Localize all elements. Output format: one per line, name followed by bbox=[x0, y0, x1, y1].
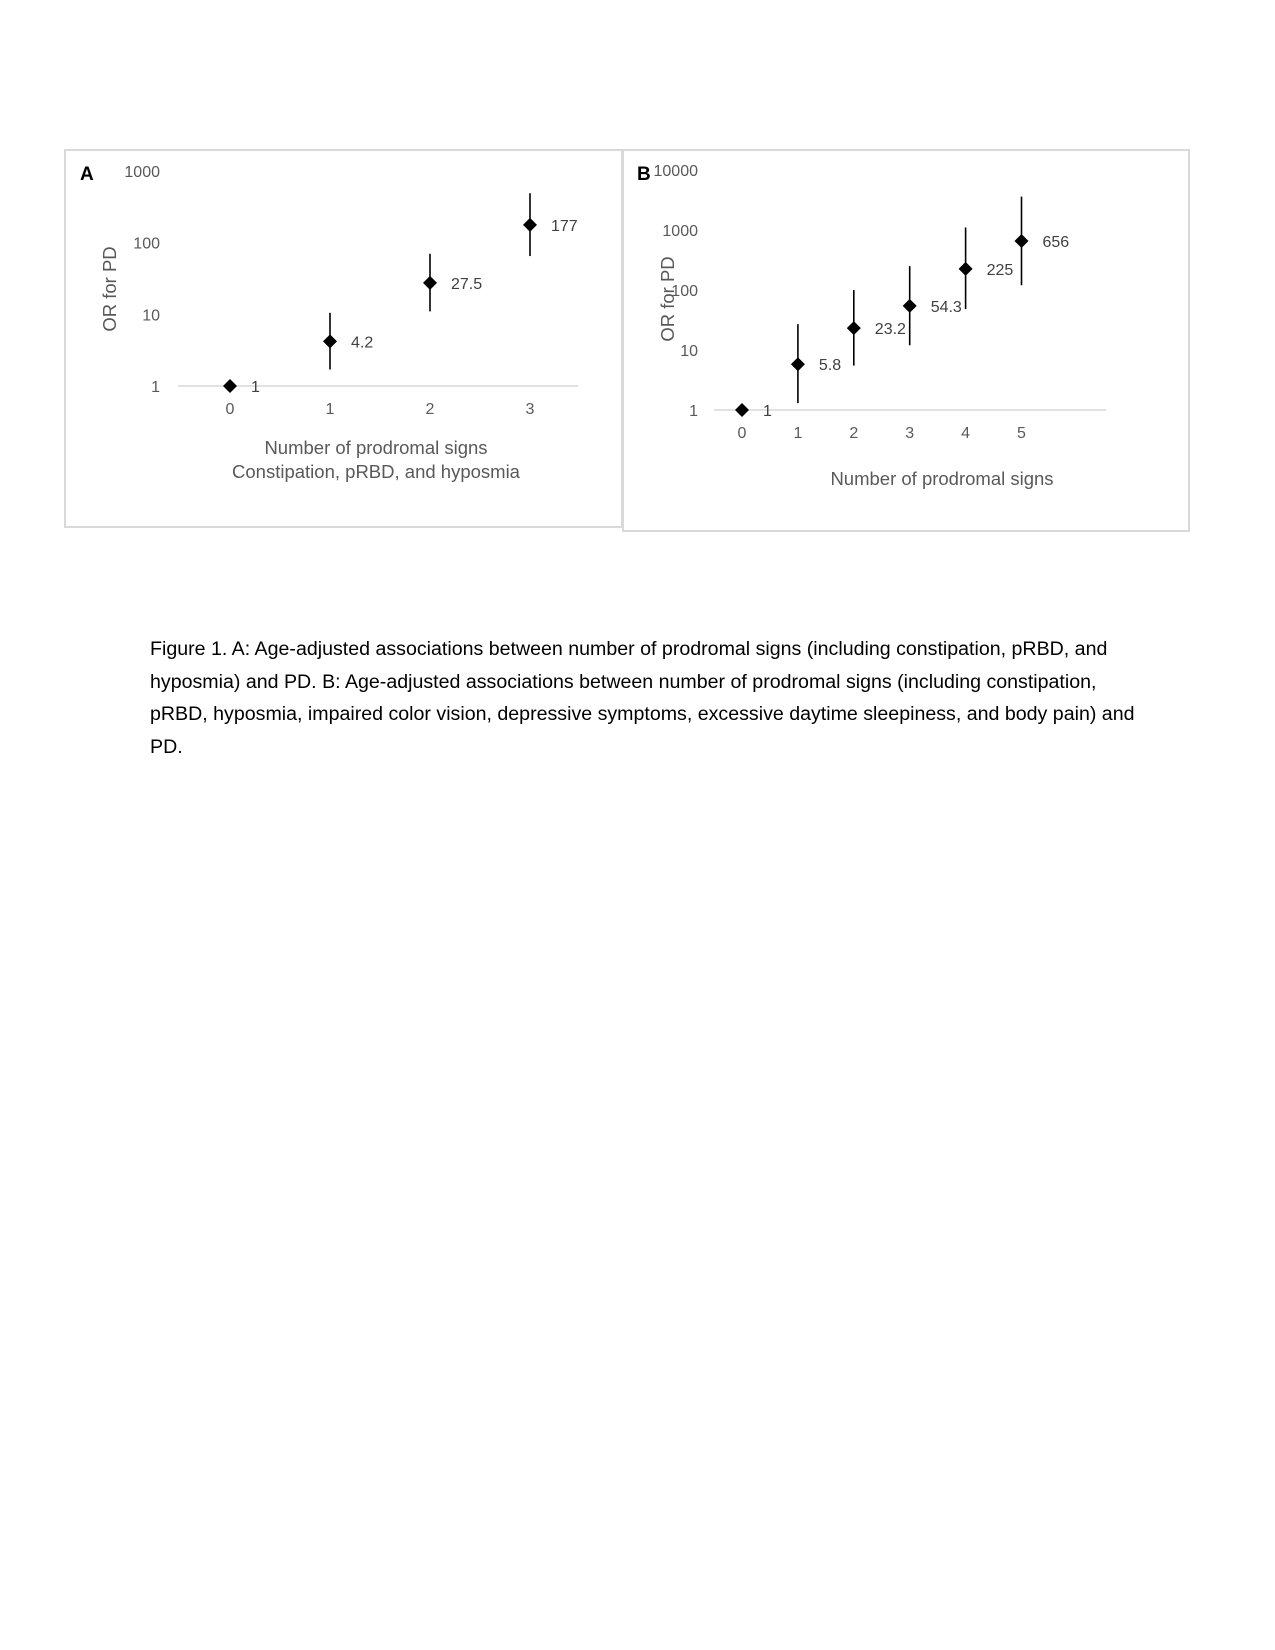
data-point-marker-b bbox=[735, 403, 749, 417]
y-tick-label-a: 10 bbox=[142, 307, 160, 325]
panel-letter-a: A bbox=[80, 164, 94, 185]
data-point-marker-a bbox=[423, 276, 437, 290]
panel-a-chart bbox=[64, 149, 623, 528]
data-label-a: 27.5 bbox=[451, 275, 483, 293]
x-tick-label-b: 3 bbox=[905, 425, 915, 442]
y-axis-title-a: OR for PD bbox=[99, 246, 120, 332]
y-tick-label-b: 1 bbox=[689, 403, 698, 420]
x-tick-label-b: 0 bbox=[737, 425, 747, 442]
x-axis-title-b: Number of prodromal signs bbox=[830, 468, 1054, 489]
data-point-marker-a bbox=[523, 218, 537, 232]
x-axis-title-a: Number of prodromal signs bbox=[264, 437, 488, 458]
chart-a-svg bbox=[66, 151, 625, 530]
data-point-marker-b bbox=[791, 357, 805, 371]
y-axis-title-b: OR for PD bbox=[657, 256, 678, 342]
y-tick-label-a: 1000 bbox=[124, 164, 160, 181]
panel-letter-b: B bbox=[637, 164, 651, 185]
figure-caption: Figure 1. A: Age-adjusted associations between number of prodromal signs (including constipation, pRBD, and hyposmia) and PD. B: Age-adjusted associations between number of prodromal signs (including constipation, pRBD, hyposmia, impaired color vision, depressive symptoms, excessive daytime sleepiness, and body pain) and PD. bbox=[150, 638, 1135, 758]
data-label-a: 1 bbox=[251, 379, 260, 396]
data-label-b: 5.8 bbox=[818, 357, 842, 375]
data-label-a: 177 bbox=[551, 217, 578, 235]
y-tick-label-b: 10 bbox=[680, 343, 698, 360]
x-tick-label-a: 3 bbox=[525, 401, 535, 418]
data-point-marker-a bbox=[323, 334, 337, 348]
data-label-b: 656 bbox=[1042, 233, 1070, 251]
x-tick-label-a: 0 bbox=[225, 401, 235, 418]
x-axis-subtitle-a: Constipation, pRBD, and hyposmia bbox=[232, 461, 520, 482]
y-tick-label-b: 1000 bbox=[662, 223, 698, 240]
data-point-marker-b bbox=[1015, 234, 1029, 248]
data-label-b: 225 bbox=[986, 261, 1014, 279]
panel-b-chart bbox=[622, 149, 1190, 532]
x-tick-label-b: 1 bbox=[793, 425, 803, 442]
data-label-a: 4.2 bbox=[351, 334, 374, 352]
y-tick-label-b: 10000 bbox=[653, 163, 698, 180]
data-point-marker-b bbox=[903, 299, 917, 313]
data-point-marker-b bbox=[847, 321, 861, 335]
data-label-b: 54.3 bbox=[930, 298, 962, 316]
data-point-marker-a bbox=[223, 379, 237, 393]
x-tick-label-a: 2 bbox=[425, 401, 435, 418]
y-tick-label-a: 100 bbox=[133, 235, 160, 253]
chart-b-svg bbox=[624, 151, 1192, 534]
y-tick-label-a: 1 bbox=[151, 379, 160, 396]
data-point-marker-b bbox=[959, 262, 973, 276]
x-tick-label-b: 4 bbox=[961, 425, 971, 442]
x-tick-label-b: 2 bbox=[849, 425, 859, 442]
data-label-b: 23.2 bbox=[874, 321, 906, 339]
y-tick-label-b: 100 bbox=[671, 283, 698, 300]
data-label-b: 1 bbox=[763, 403, 772, 420]
x-tick-label-a: 1 bbox=[325, 401, 335, 418]
x-tick-label-b: 5 bbox=[1017, 425, 1026, 442]
